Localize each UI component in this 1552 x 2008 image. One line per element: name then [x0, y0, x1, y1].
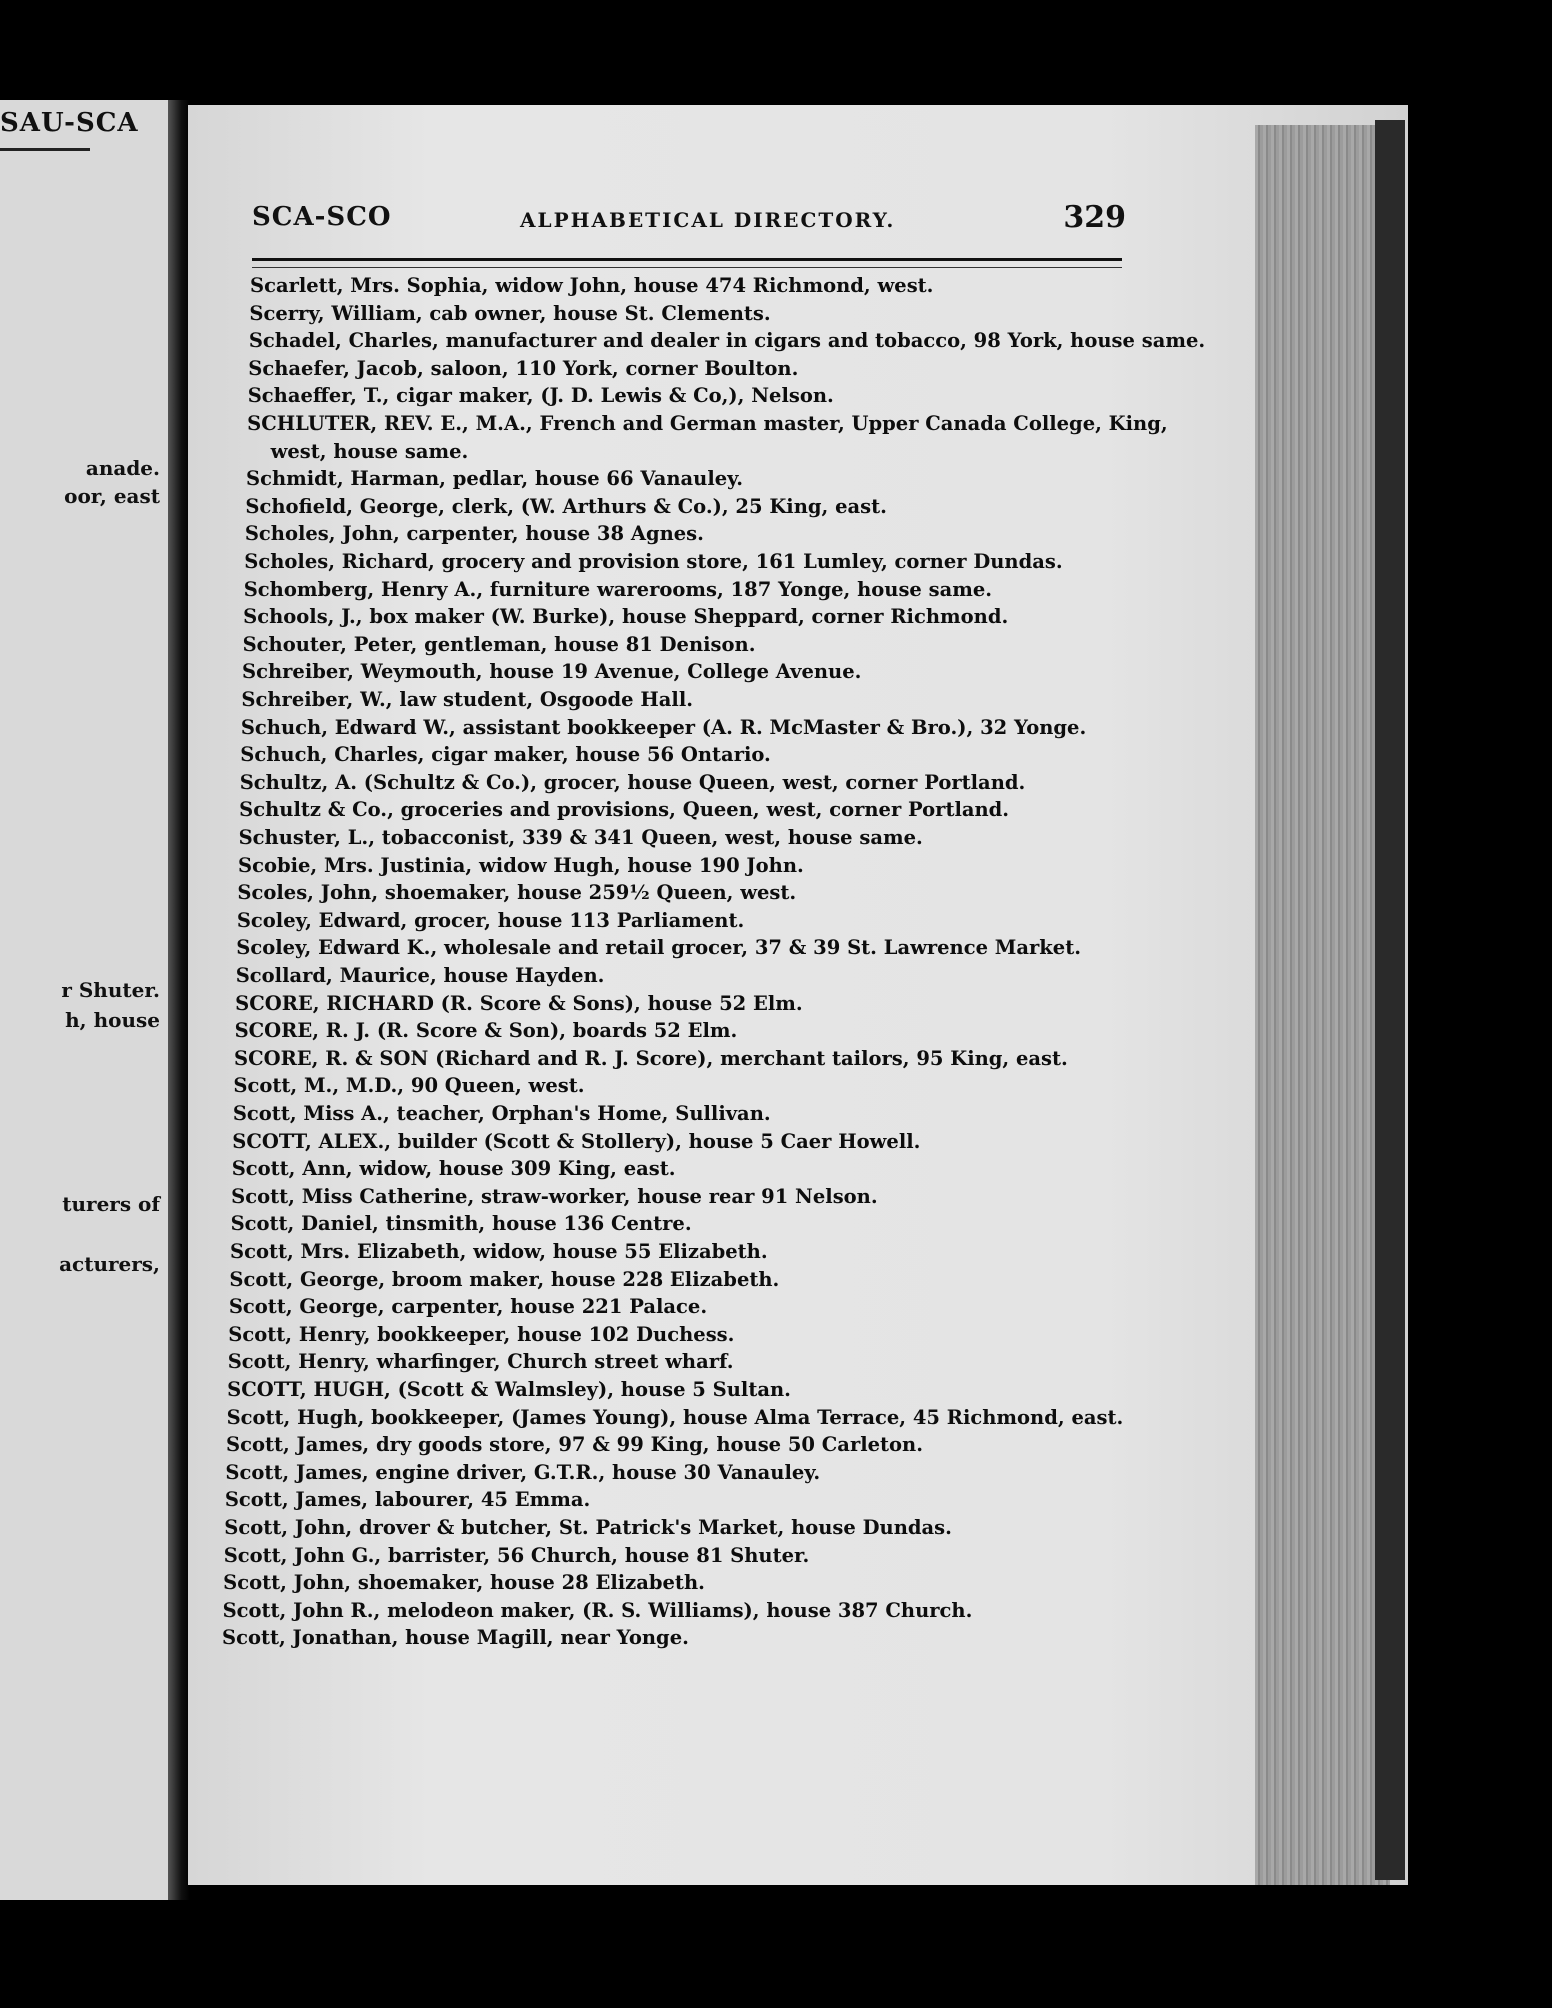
directory-entry: Scott, M., M.D., 90 Queen, west.	[233, 1074, 585, 1098]
directory-entry: Scerry, William, cab owner, house St. Clements.	[249, 301, 771, 325]
directory-entry: Scollard, Maurice, house Hayden.	[235, 964, 605, 987]
directory-entry: Schultz, A. (Schultz & Co.), grocer, house Queen, west, corner Portland.	[239, 770, 1026, 794]
directory-entry: Schreiber, Weymouth, house 19 Avenue, College Avenue.	[242, 660, 862, 684]
directory-entry: Schools, J., box maker (W. Burke), house Sheppard, corner Richmond.	[243, 605, 1009, 629]
header-range: SCA-SCO	[252, 202, 392, 232]
directory-entry: Schaefer, Jacob, saloon, 110 York, corner Boulton.	[248, 356, 799, 380]
directory-entry: Scoley, Edward, grocer, house 113 Parliament.	[236, 908, 745, 932]
directory-entry: Scott, James, engine driver, G.T.R., house 30 Vanauley.	[225, 1460, 821, 1484]
directory-entry: Schuster, L., tobacconist, 339 & 341 Queen, west, house same.	[238, 826, 923, 849]
directory-entry: Scarlett, Mrs. Sophia, widow John, house 474 Richmond, west.	[250, 274, 934, 297]
left-header-rule	[0, 148, 90, 151]
directory-entry: Schouter, Peter, gentleman, house 81 Denison.	[242, 632, 756, 656]
directory-entry: Scott, Miss A., teacher, Orphan's Home, Sullivan.	[232, 1102, 771, 1125]
directory-entry: SCORE, R. J. (R. Score & Son), boards 52 Elm.	[234, 1019, 738, 1043]
directory-entry: Scott, Miss Catherine, straw-worker, house rear 91 Nelson.	[231, 1184, 878, 1208]
header-rule	[252, 258, 1122, 268]
directory-entry: Scott, George, carpenter, house 221 Palace.	[228, 1295, 708, 1319]
left-page-header: SAU-SCA	[0, 108, 139, 138]
directory-entry: Scott, George, broom maker, house 228 Elizabeth.	[229, 1267, 780, 1291]
book-cover-edge	[1375, 120, 1405, 1880]
directory-entry: Scott, John R., melodeon maker, (R. S. Williams), house 387 Church.	[222, 1598, 973, 1622]
directory-entry: Scott, Daniel, tinsmith, house 136 Centre.	[230, 1212, 692, 1236]
left-fragment: acturers,	[59, 1252, 160, 1276]
directory-entry: Scott, John, drover & butcher, St. Patrick's Market, house Dundas.	[224, 1516, 952, 1539]
header-title: ALPHABETICAL DIRECTORY.	[520, 208, 896, 232]
directory-entry: Schaeffer, T., cigar maker, (J. D. Lewis & Co,), Nelson.	[247, 384, 834, 408]
directory-entry: Schadel, Charles, manufacturer and dealer in cigars and tobacco, 98 York, house same.	[248, 329, 1206, 353]
left-fragment: h, house	[65, 1008, 160, 1032]
directory-entry: Scoles, John, shoemaker, house 259½ Queen, west.	[237, 881, 797, 905]
directory-entry: Scott, Hugh, bookkeeper, (James Young), house Alma Terrace, 45 Richmond, east.	[226, 1405, 1124, 1429]
left-fragment: r Shuter.	[61, 978, 160, 1002]
directory-entry: Schmidt, Harman, pedlar, house 66 Vanauley.	[246, 467, 744, 491]
directory-entry: Scott, Ann, widow, house 309 King, east.	[231, 1157, 676, 1181]
directory-entry: Schuch, Edward W., assistant bookkeeper (A. R. McMaster & Bro.), 32 Yonge.	[240, 715, 1087, 739]
directory-entry: Scholes, John, carpenter, house 38 Agnes.	[244, 522, 704, 546]
directory-entry: Scoley, Edward K., wholesale and retail grocer, 37 & 39 St. Lawrence Market.	[236, 936, 1081, 960]
book-gutter	[168, 100, 190, 1900]
page-edges	[1255, 125, 1390, 1885]
directory-entry: Schreiber, W., law student, Osgoode Hall.	[241, 688, 694, 711]
directory-entry: Scott, Henry, bookkeeper, house 102 Duchess.	[228, 1322, 735, 1346]
directory-entry: Schultz & Co., groceries and provisions, Queen, west, corner Portland.	[239, 798, 1010, 822]
left-fragment: turers of	[62, 1192, 160, 1216]
directory-entry: SCORE, RICHARD (R. Score & Sons), house 52 Elm.	[235, 991, 803, 1015]
directory-entry: Scobie, Mrs. Justinia, widow Hugh, house 190 John.	[238, 853, 804, 877]
directory-entry: SCOTT, ALEX., builder (Scott & Stollery), house 5 Caer Howell.	[232, 1129, 921, 1153]
directory-entry: Scott, John G., barrister, 56 Church, house 81 Shuter.	[223, 1543, 810, 1567]
directory-entry: Scholes, Richard, grocery and provision store, 161 Lumley, corner Dundas.	[244, 550, 1063, 573]
page-header	[250, 200, 1126, 240]
directory-entry: Schomberg, Henry A., furniture warerooms, 187 Yonge, house same.	[243, 577, 993, 601]
directory-entry: Scott, Jonathan, house Magill, near Yonge.	[222, 1626, 689, 1650]
directory-entry: Schuch, Charles, cigar maker, house 56 Ontario.	[240, 743, 771, 767]
directory-entry: Scott, Mrs. Elizabeth, widow, house 55 Elizabeth.	[230, 1240, 768, 1263]
directory-entry: Scott, John, shoemaker, house 28 Elizabeth.	[223, 1571, 705, 1595]
directory-entry: Scott, James, dry goods store, 97 & 99 King, house 50 Carleton.	[226, 1433, 924, 1457]
directory-entry: west, house same.	[270, 439, 469, 463]
directory-entry: SCHLUTER, REV. E., M.A., French and German master, Upper Canada College, King,	[247, 412, 1168, 435]
left-fragment: oor, east	[64, 484, 160, 508]
directory-entry: Scott, Henry, wharfinger, Church street wharf.	[227, 1350, 734, 1374]
left-fragment: anade.	[85, 456, 160, 480]
page-number: 329	[1063, 200, 1126, 235]
directory-entry: Scott, James, labourer, 45 Emma.	[224, 1488, 591, 1512]
directory-entry: SCOTT, HUGH, (Scott & Walmsley), house 5 Sultan.	[227, 1378, 791, 1401]
directory-entry: SCORE, R. & SON (Richard and R. J. Score), merchant tailors, 95 King, east.	[234, 1046, 1068, 1070]
directory-entry: Schofield, George, clerk, (W. Arthurs & Co.), 25 King, east.	[245, 494, 887, 518]
